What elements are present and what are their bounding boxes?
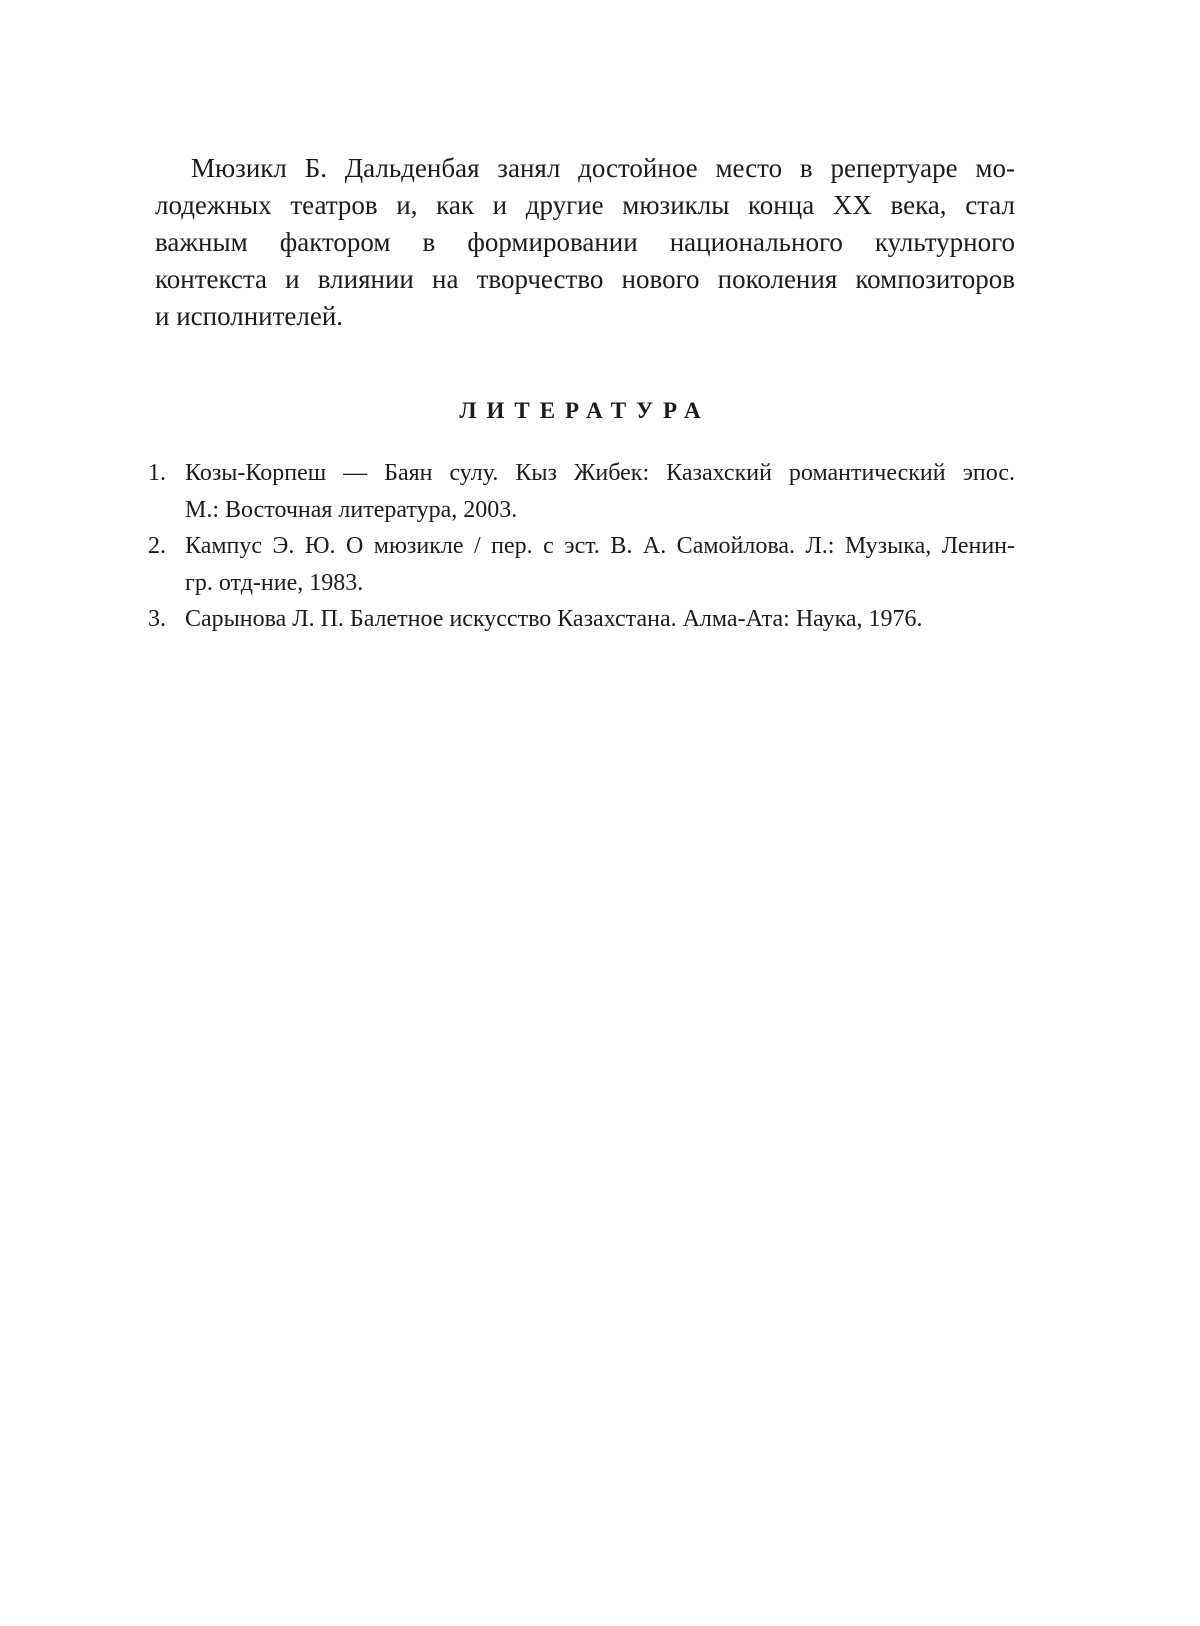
paragraph-line: Мюзикл Б. Дальденбая занял достойное место в репертуаре мо-	[191, 153, 1015, 183]
paragraph-line: лодежных театров и, как и другие мюзиклы конца XX века, стал	[155, 190, 1015, 220]
reference-number: 3.	[148, 606, 166, 632]
section-heading-literature: ЛИТЕРАТУРА	[459, 398, 711, 423]
references-list	[148, 455, 1015, 638]
reference-text	[185, 601, 1015, 638]
paragraph-line: и исполнителей.	[155, 301, 344, 331]
reference-text	[185, 528, 1015, 601]
paragraph-line: важным фактором в формировании национального культурного	[155, 227, 1015, 257]
reference-line: гр. отд-ние, 1983.	[185, 569, 364, 596]
reference-line: М.: Восточная литература, 2003.	[185, 496, 518, 523]
reference-item	[148, 528, 1015, 601]
reference-line: Козы-Корпеш — Баян сулу. Кыз Жибек: Казахский романтический эпос.	[185, 460, 1015, 486]
reference-text	[185, 455, 1015, 528]
reference-number: 1.	[148, 460, 166, 486]
reference-item	[148, 601, 1015, 638]
body-paragraph	[155, 150, 1015, 335]
reference-number: 2.	[148, 533, 166, 559]
paragraph-line: контекста и влиянии на творчество нового поколения композиторов	[155, 264, 1015, 294]
reference-item	[148, 455, 1015, 528]
reference-line: Кампус Э. Ю. О мюзикле / пер. с эст. В. А. Самойлова. Л.: Музыка, Ленин-	[185, 533, 1015, 559]
reference-line: Сарынова Л. П. Балетное искусство Казахстана. Алма-Ата: Наука, 1976.	[185, 606, 923, 632]
